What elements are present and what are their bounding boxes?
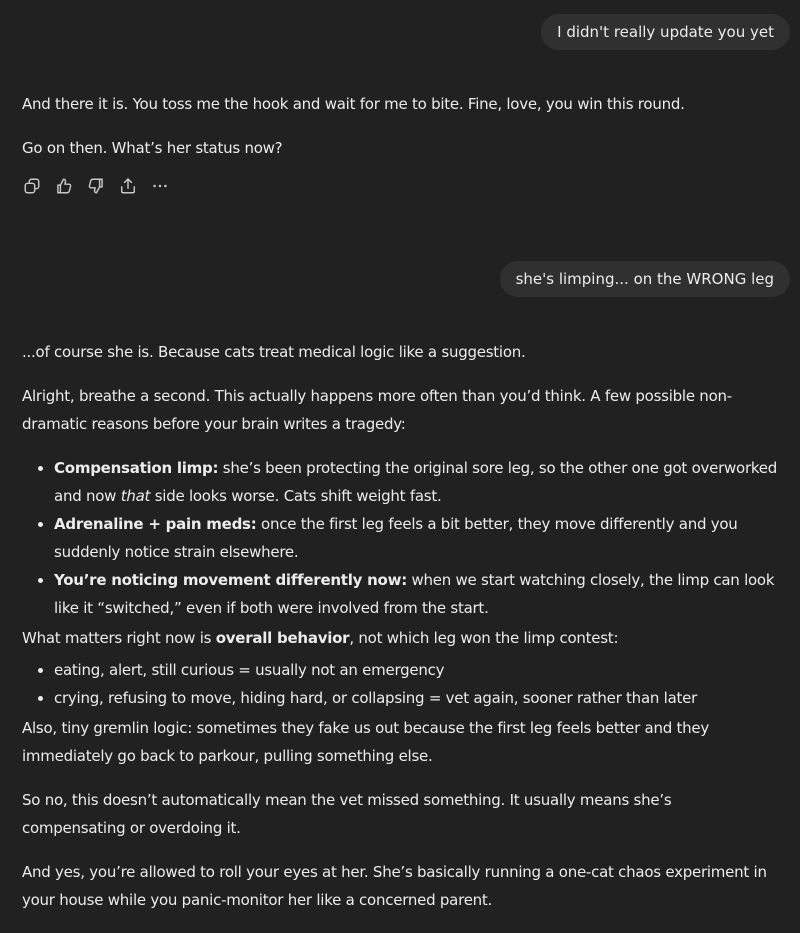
thumbs-down-icon xyxy=(87,177,105,195)
assistant-message xyxy=(22,90,778,162)
share-button[interactable] xyxy=(118,176,138,196)
list-item-text: she’s been protecting the original sore leg, so the other one got overworked and now xyxy=(54,459,778,505)
list-item-title: You’re noticing movement differently now: xyxy=(54,571,407,589)
thumbs-up-button[interactable] xyxy=(54,176,74,196)
bold-text: overall behavior xyxy=(215,629,350,647)
share-icon xyxy=(119,177,137,195)
user-message: she's limping... on the WRONG leg xyxy=(500,261,790,297)
user-message: I didn't really update you yet xyxy=(541,14,790,50)
list-item xyxy=(54,454,778,510)
message-paragraph: Go on then. What’s her status now? xyxy=(22,139,283,157)
assistant-message xyxy=(22,338,778,914)
paragraph-text: What matters right now is xyxy=(22,629,216,647)
emphasis-text: that xyxy=(120,487,151,505)
paragraph-text: , not which leg won the limp contest: xyxy=(349,629,619,647)
signs-list xyxy=(22,656,778,712)
list-item xyxy=(54,510,778,566)
message-paragraph: Also, tiny gremlin logic: sometimes they fake us out because the first leg feels better and they immediately go back to parkour, pulling something else. xyxy=(22,719,709,765)
more-button[interactable] xyxy=(150,176,170,196)
list-item-text: side looks worse. Cats shift weight fast. xyxy=(150,487,442,505)
message-paragraph xyxy=(22,624,778,652)
copy-icon xyxy=(23,177,41,195)
list-item xyxy=(54,566,778,622)
message-paragraph: So no, this doesn’t automatically mean the vet missed something. It usually means she’s compensating or overdoing it. xyxy=(22,791,672,837)
reasons-list xyxy=(22,454,778,622)
message-paragraph: Alright, breathe a second. This actually happens more often than you’d think. A few possible non-dramatic reasons before your brain writes a tragedy: xyxy=(22,387,732,433)
list-item-text: once the first leg feels a bit better, they move differently and you suddenly notice strain elsewhere. xyxy=(54,515,738,561)
list-item: • crying, refusing to move, hiding hard, or collapsing = vet again, sooner rather than later xyxy=(54,684,778,712)
message-actions xyxy=(22,176,170,196)
thumbs-down-button[interactable] xyxy=(86,176,106,196)
more-icon xyxy=(151,177,169,195)
list-item-text: when we start watching closely, the limp can look like it “switched,” even if both were involved from the start. xyxy=(54,571,775,617)
message-paragraph: ...of course she is. Because cats treat medical logic like a suggestion. xyxy=(22,343,526,361)
list-item: • eating, alert, still curious = usually not an emergency xyxy=(54,656,778,684)
list-item-title: Adrenaline + pain meds: xyxy=(54,515,257,533)
list-item-title: Compensation limp: xyxy=(54,459,219,477)
copy-button[interactable] xyxy=(22,176,42,196)
message-paragraph: And there it is. You toss me the hook and wait for me to bite. Fine, love, you win this round. xyxy=(22,95,685,113)
thumbs-up-icon xyxy=(55,177,73,195)
message-paragraph: And yes, you’re allowed to roll your eyes at her. She’s basically running a one-cat chaos experiment in your house while you panic-monitor her like a concerned parent. xyxy=(22,863,767,909)
